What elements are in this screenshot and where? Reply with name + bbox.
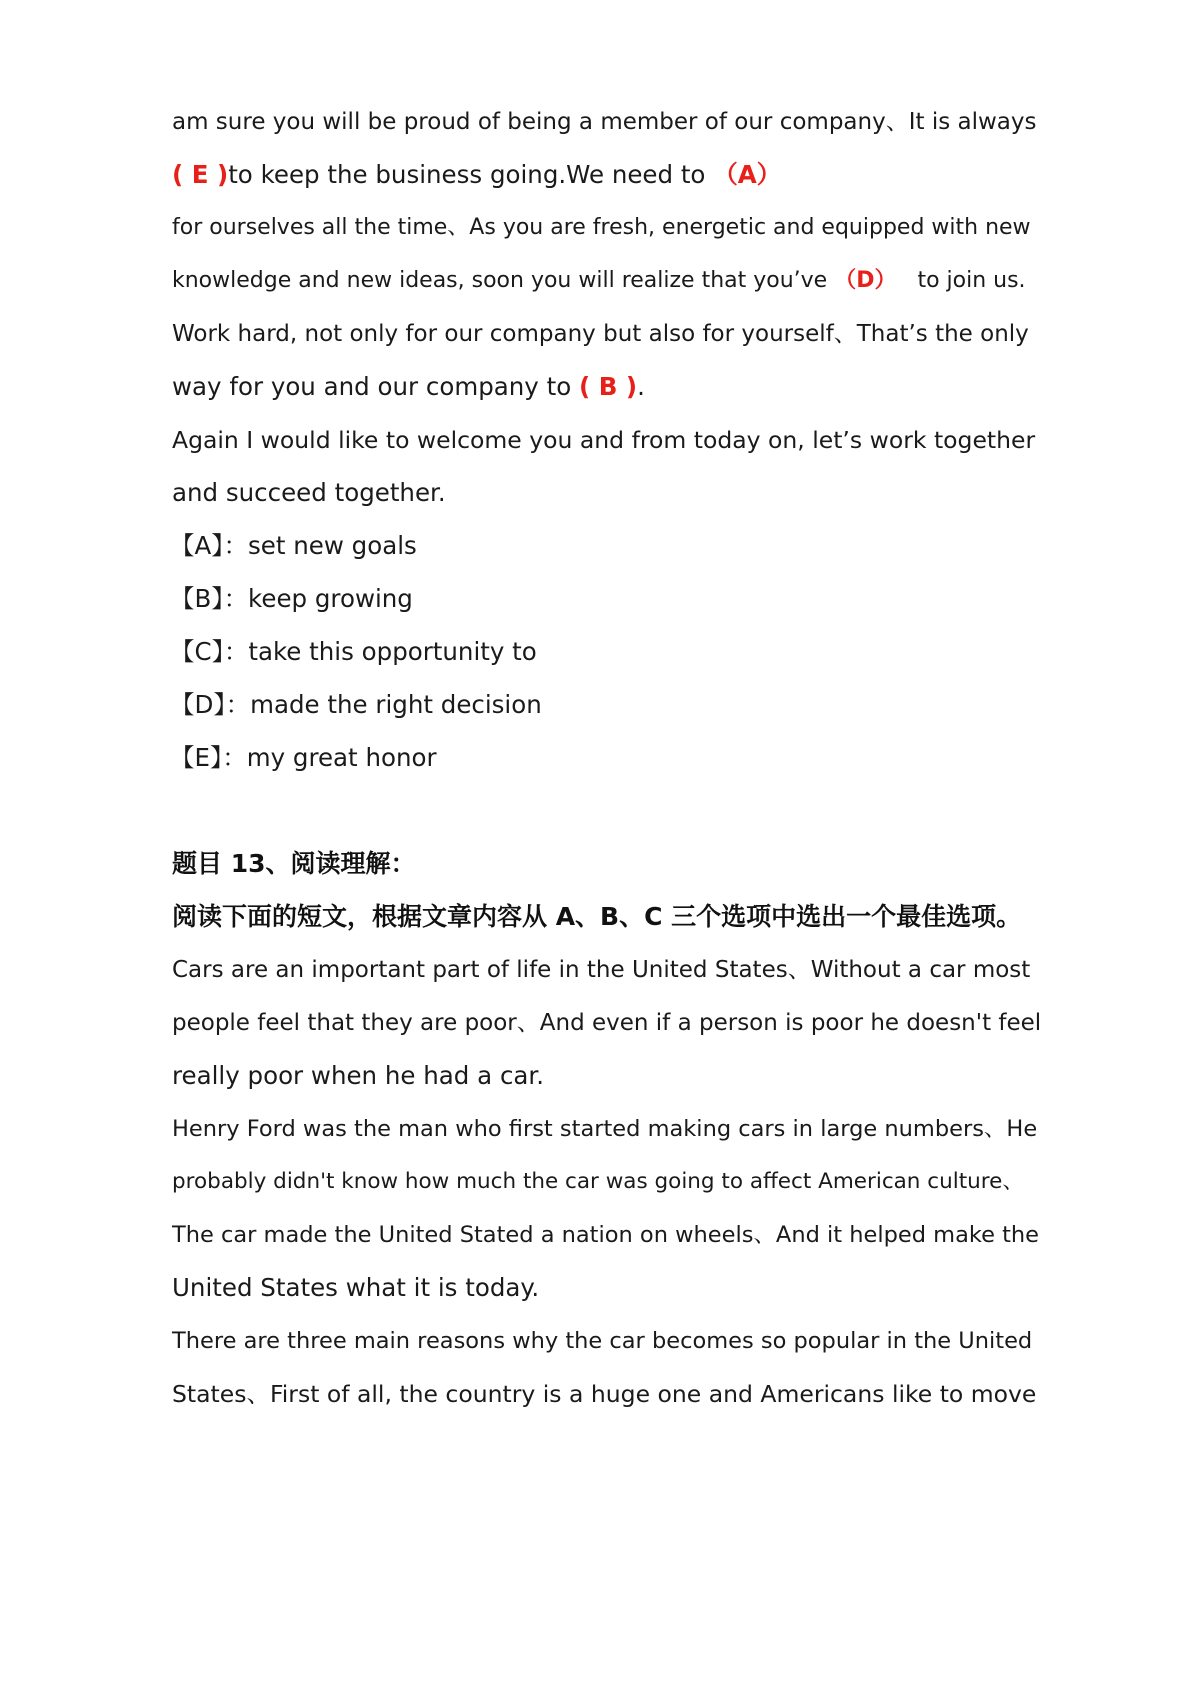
passage2-line-6: The car made the United Stated a nation on wheels、And it helped make the	[172, 1222, 1040, 1248]
passage2-line-2: people feel that they are poor、And even if a person is poor he doesn't feel	[172, 1010, 1042, 1036]
passage1-line-2	[172, 146, 781, 204]
passage1-line-4-tail: to join us.	[896, 268, 1026, 293]
passage1-line-8: and succeed together.	[172, 478, 446, 507]
answer-blank-b: ( B )	[578, 372, 638, 401]
option-c	[170, 623, 537, 681]
option-b	[170, 570, 413, 628]
answer-blank-d: （D）	[834, 268, 897, 293]
question-13-instruction: 阅读下面的短文，根据文章内容从 A、B、C 三个选项中选出一个最佳选项。	[172, 902, 1022, 931]
passage1-line-6	[172, 358, 645, 416]
option-text: ：my great honor	[222, 743, 437, 772]
passage1-line-5: Work hard, not only for our company but also for yourself、That’s the only	[172, 321, 1029, 347]
passage2-line-3: really poor when he had a car.	[172, 1061, 545, 1090]
passage2-line-9: States、First of all, the country is a huge one and Americans like to move	[172, 1380, 1037, 1408]
passage1-line-4	[172, 252, 1026, 310]
passage1-line-6-tail: .	[637, 372, 645, 401]
option-text: ：keep growing	[223, 584, 413, 613]
passage1-line-6-text: way for you and our company to	[172, 372, 579, 401]
passage2-line-7: United States what it is today.	[172, 1273, 540, 1302]
option-text: ：made the right decision	[225, 690, 542, 719]
option-key: 【E】	[170, 743, 223, 772]
option-a	[170, 517, 417, 575]
passage2-line-4: Henry Ford was the man who first started making cars in large numbers、He	[172, 1116, 1038, 1142]
option-d	[170, 676, 542, 734]
passage1-line-2-text: to keep the business going.We need to	[228, 160, 714, 189]
answer-blank-a: （A）	[713, 160, 782, 189]
passage2-line-5: probably didn't know how much the car was going to affect American culture、	[172, 1169, 1024, 1194]
option-e	[170, 729, 437, 787]
passage1-line-7: Again I would like to welcome you and from today on, let’s work together	[172, 426, 1036, 454]
option-text: ：take this opportunity to	[223, 637, 537, 666]
passage2-line-1: Cars are an important part of life in the United States、Without a car most	[172, 957, 1031, 983]
option-key: 【D】	[170, 690, 226, 719]
passage2-line-8: There are three main reasons why the car becomes so popular in the United	[172, 1328, 1033, 1354]
option-text: ：set new goals	[223, 531, 417, 560]
option-key: 【B】	[170, 584, 224, 613]
passage1-line-3: for ourselves all the time、As you are fresh, energetic and equipped with new	[172, 215, 1031, 240]
passage1-line-1: am sure you will be proud of being a member of our company、It is always	[172, 109, 1037, 135]
option-key: 【A】	[170, 531, 224, 560]
passage1-line-4-text: knowledge and new ideas, soon you will realize that you’ve	[172, 268, 835, 293]
answer-blank-e: ( E )	[172, 160, 229, 189]
option-key: 【C】	[170, 637, 224, 666]
question-13-title: 题目 13、阅读理解：	[172, 849, 416, 878]
